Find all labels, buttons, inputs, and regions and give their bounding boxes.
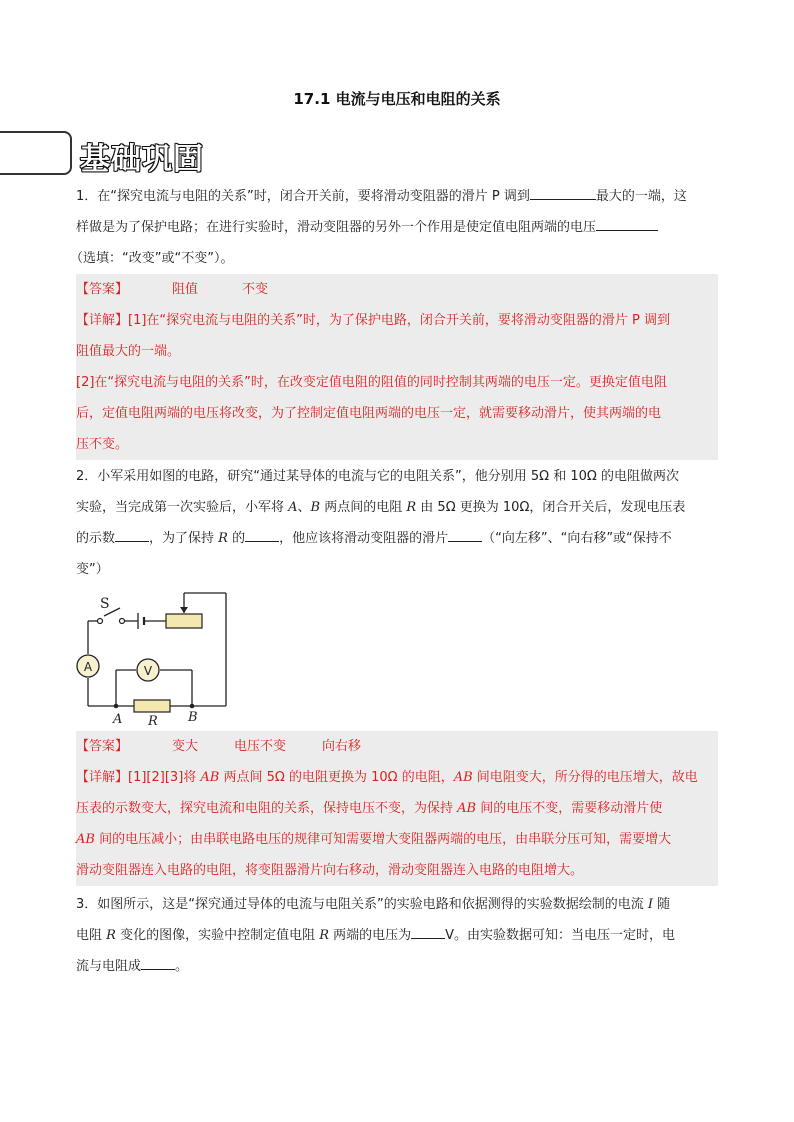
switch-terminal bbox=[98, 619, 103, 624]
blank bbox=[448, 527, 482, 542]
question-1 bbox=[70, 181, 718, 274]
answer-2 bbox=[76, 731, 718, 886]
a2-detail-4: 滑动变阻器连入电路的电阻，将变阻器滑片向右移动，滑动变阻器连入电路的电阻增大。 bbox=[76, 863, 584, 878]
wiper-arrow bbox=[180, 607, 188, 613]
section-box bbox=[0, 131, 72, 175]
junction-a bbox=[114, 704, 119, 709]
voltmeter-label: V bbox=[143, 664, 153, 678]
a1-detail-2b: 后，定值电阻两端的电压将改变，为了控制定值电阻两端的电压一定，就需要移动滑片，使其两端的电 bbox=[76, 406, 662, 421]
question-2 bbox=[76, 461, 718, 585]
switch-label: S bbox=[100, 596, 110, 612]
blank bbox=[596, 216, 658, 231]
q2-line2: 实验，当完成第一次实验后，小军将 A、B 两点间的电阻 R 由 5Ω 更换为 10Ω，闭合开关后，发现电压表 bbox=[76, 500, 686, 515]
answer-1 bbox=[76, 274, 718, 460]
q1-line1: 1．在“探究电流与电阻的关系”时，闭合开关前，要将滑动变阻器的滑片 P 调到 最大的一端，这 bbox=[76, 181, 718, 212]
blank bbox=[141, 955, 175, 970]
page-title: 17.1 电流与电压和电阻的关系 bbox=[293, 90, 501, 108]
section-heading: 基础巩固 bbox=[80, 142, 204, 177]
q3-line3: 流与电阻成 。 bbox=[76, 951, 718, 982]
a2-detail-1: 【详解】[1][2][3]将 AB 两点间 5Ω 的电阻更换为 10Ω 的电阻，AB 间电阻变大，所分得的电压增大，故电 bbox=[76, 770, 698, 785]
detail-label: 【详解】 bbox=[76, 313, 129, 328]
blank bbox=[115, 527, 149, 542]
a1-detail-1a: 【详解】[1]在“探究电流与电阻的关系”时，为了保护电路，闭合开关前，要将滑动变阻器的滑片 P 调到 bbox=[76, 313, 671, 328]
q2-line1: 2．小军采用如图的电路，研究“通过某导体的电流与它的电阻关系”，他分别用 5Ω 和 10Ω 的电阻做两次 bbox=[76, 469, 679, 484]
blank bbox=[530, 185, 596, 200]
detail-label: 【详解】 bbox=[76, 770, 129, 785]
q1-line2: 样做是为了保护电路；在进行实验时，滑动变阻器的另外一个作用是使定值电阻两端的电压 bbox=[76, 212, 718, 243]
q1-line3: （选填：“改变”或“不变”）。 bbox=[70, 251, 234, 266]
blank bbox=[245, 527, 279, 542]
question-3 bbox=[76, 889, 718, 982]
point-a-label: A bbox=[113, 712, 123, 726]
circuit-diagram bbox=[76, 586, 236, 726]
q3-line2: 电阻 R 变化的图像，实验中控制定值电阻 R 两端的电压为 V。由实验数据可知：当电压一定时，电 bbox=[76, 920, 718, 951]
a1-detail-2a: [2]在“探究电流与电阻的关系”时，在改变定值电阻的阻值的同时控制其两端的电压一定。更换定值电阻 bbox=[76, 375, 667, 390]
rheostat-body bbox=[166, 614, 202, 628]
switch-terminal bbox=[120, 619, 125, 624]
a1-detail-2c: 压不变。 bbox=[76, 437, 129, 452]
resistor-r bbox=[134, 700, 170, 712]
a2-detail-2: 压表的示数变大，探究电流和电阻的关系，保持电压不变，为保持 AB 间的电压不变，需要移动滑片使 bbox=[76, 801, 663, 816]
ammeter-label: A bbox=[83, 660, 93, 674]
q2-line4: 变”） bbox=[76, 562, 109, 577]
a2-detail-3: AB 间的电压减小；由串联电路电压的规律可知需要增大变阻器两端的电压，由串联分压可知，需要增大 bbox=[76, 832, 672, 847]
q2-line3: 的示数 ，为了保持 R 的 ，他应该将滑动变阻器的滑片 （“向左移”、“向右移”或“保持不 bbox=[76, 523, 718, 554]
answer-label: 【答案】 bbox=[76, 282, 129, 297]
answer-label: 【答案】 bbox=[76, 739, 129, 754]
a1-detail-1b: 阻值最大的一端。 bbox=[76, 344, 181, 359]
q3-line1: 3．如图所示，这是“探究通过导体的电流与电阻关系”的实验电路和依据测得的实验数据绘制的电流 I 随 bbox=[76, 897, 671, 912]
junction-b bbox=[190, 704, 195, 709]
a2-answer-line: 【答案】 变大 电压不变 向右移 bbox=[76, 739, 362, 754]
resistor-label: R bbox=[148, 714, 158, 726]
point-b-label: B bbox=[188, 710, 198, 725]
blank bbox=[411, 924, 445, 939]
a1-answer-line: 【答案】 阻值 不变 bbox=[76, 282, 269, 297]
